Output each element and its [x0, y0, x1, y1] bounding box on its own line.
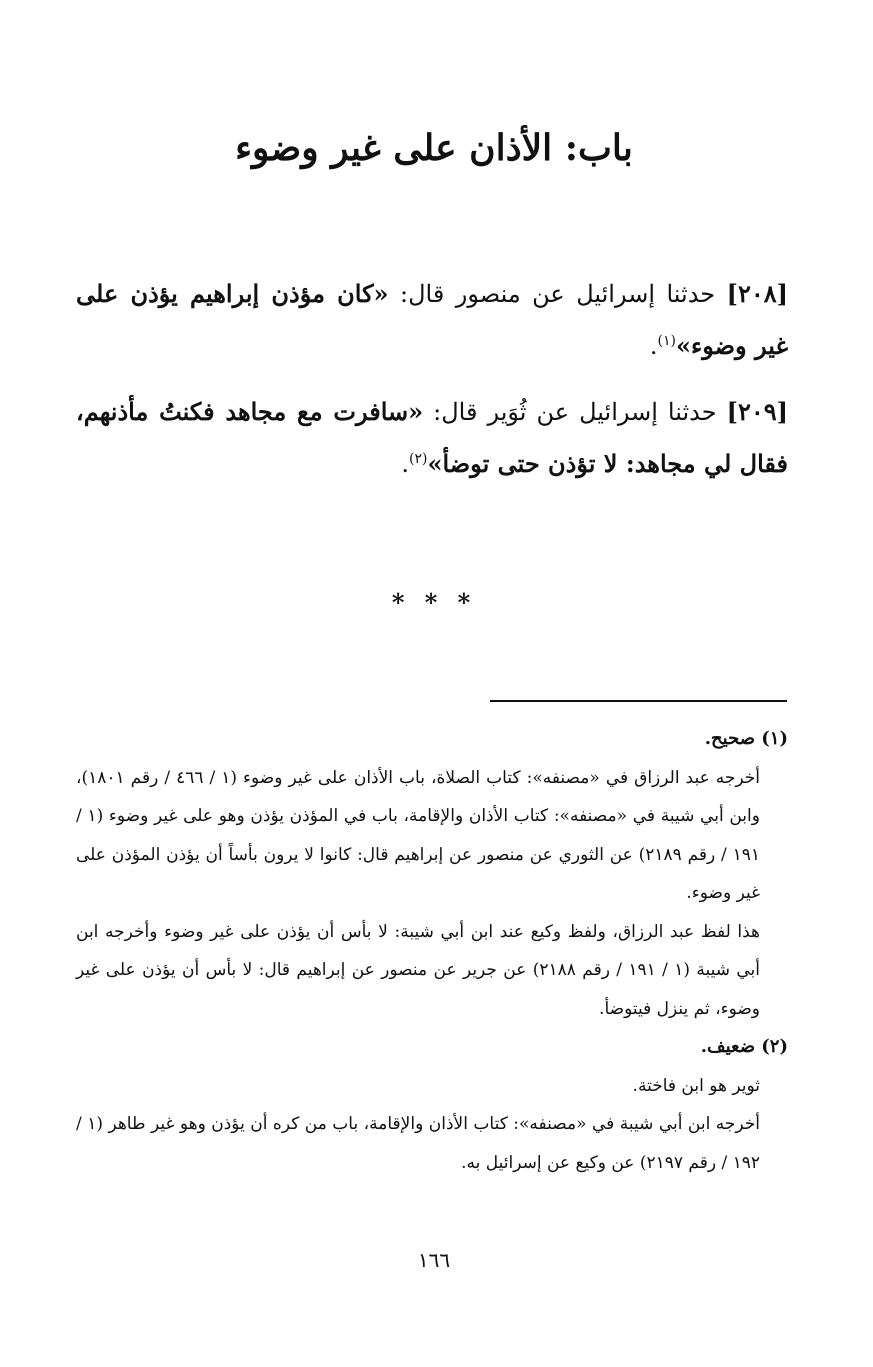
hadith-quote: «سافرت مع مجاهد فكنتُ مأذنهم، فقال لي مجاهد: لا تؤذن حتى توضأ» — [76, 397, 788, 478]
hadith-209 — [76, 386, 788, 490]
footnote-divider — [490, 700, 787, 702]
footnote-paragraph: أخرجه عبد الرزاق في «مصنفه»: كتاب الصلاة، باب الأذان على غير وضوء (١ / ٤٦٦ / رقم ١٨٠١)، وابن أبي شيبة في «مصنفه»: كتاب الأذان والإقامة، باب في المؤذن يؤذن وهو على غير وضوء (١ / ١٩١ / رقم ٢١٨٩) عن الثوري عن منصور عن إبراهيم قال: كانوا لا يرون بأساً أن يؤذن المؤذن على غير وضوء. — [76, 767, 760, 903]
footnote-label: (٢) ضعيف. — [700, 1036, 788, 1057]
hadith-number: [٢٠٩] — [726, 397, 789, 426]
hadith-208 — [76, 268, 788, 372]
footnote-ref[interactable]: (١) — [657, 333, 676, 349]
footnote-paragraph: هذا لفظ عبد الرزاق، ولفظ وكيع عند ابن أبي شيبة: لا بأس أن يؤذن على غير وضوء وأخرجه ابن أبي شيبة (١ / ١٩١ / رقم ٢١٨٨) عن جرير عن منصور عن إبراهيم قال: لا بأس أن يؤذن على غير وضوء، ثم ينزل فيتوضأ. — [76, 921, 760, 1019]
hadith-number: [٢٠٨] — [726, 279, 788, 308]
section-separator: * * * — [391, 588, 477, 617]
hadith-end: . — [401, 450, 410, 478]
footnote-2 — [76, 1028, 788, 1182]
footnote-paragraph: ثوير هو ابن فاختة. — [632, 1075, 760, 1096]
hadith-chain: حدثنا إسرائيل عن ثُوَير قال: — [423, 398, 727, 426]
footnote-label: (١) صحيح. — [704, 728, 788, 749]
page-number: ١٦٦ — [417, 1248, 451, 1272]
chapter-title: باب: الأذان على غير وضوء — [235, 127, 633, 169]
footnotes — [76, 720, 788, 1182]
footnote-1 — [76, 720, 788, 1028]
hadith-end: . — [649, 332, 658, 360]
hadith-quote: «كان مؤذن إبراهيم يؤذن على غير وضوء» — [76, 279, 788, 360]
hadith-chain: حدثنا إسرائيل عن منصور قال: — [388, 280, 727, 308]
footnote-paragraph: أخرجه ابن أبي شيبة في «مصنفه»: كتاب الأذان والإقامة، باب من كره أن يؤذن وهو غير طاهر (١ / ١٩٢ / رقم ٢١٩٧) عن وكيع عن إسرائيل به. — [76, 1114, 760, 1173]
footnote-ref[interactable]: (٢) — [409, 451, 428, 467]
footnote-body — [76, 1067, 788, 1183]
footnote-body — [76, 759, 788, 1029]
